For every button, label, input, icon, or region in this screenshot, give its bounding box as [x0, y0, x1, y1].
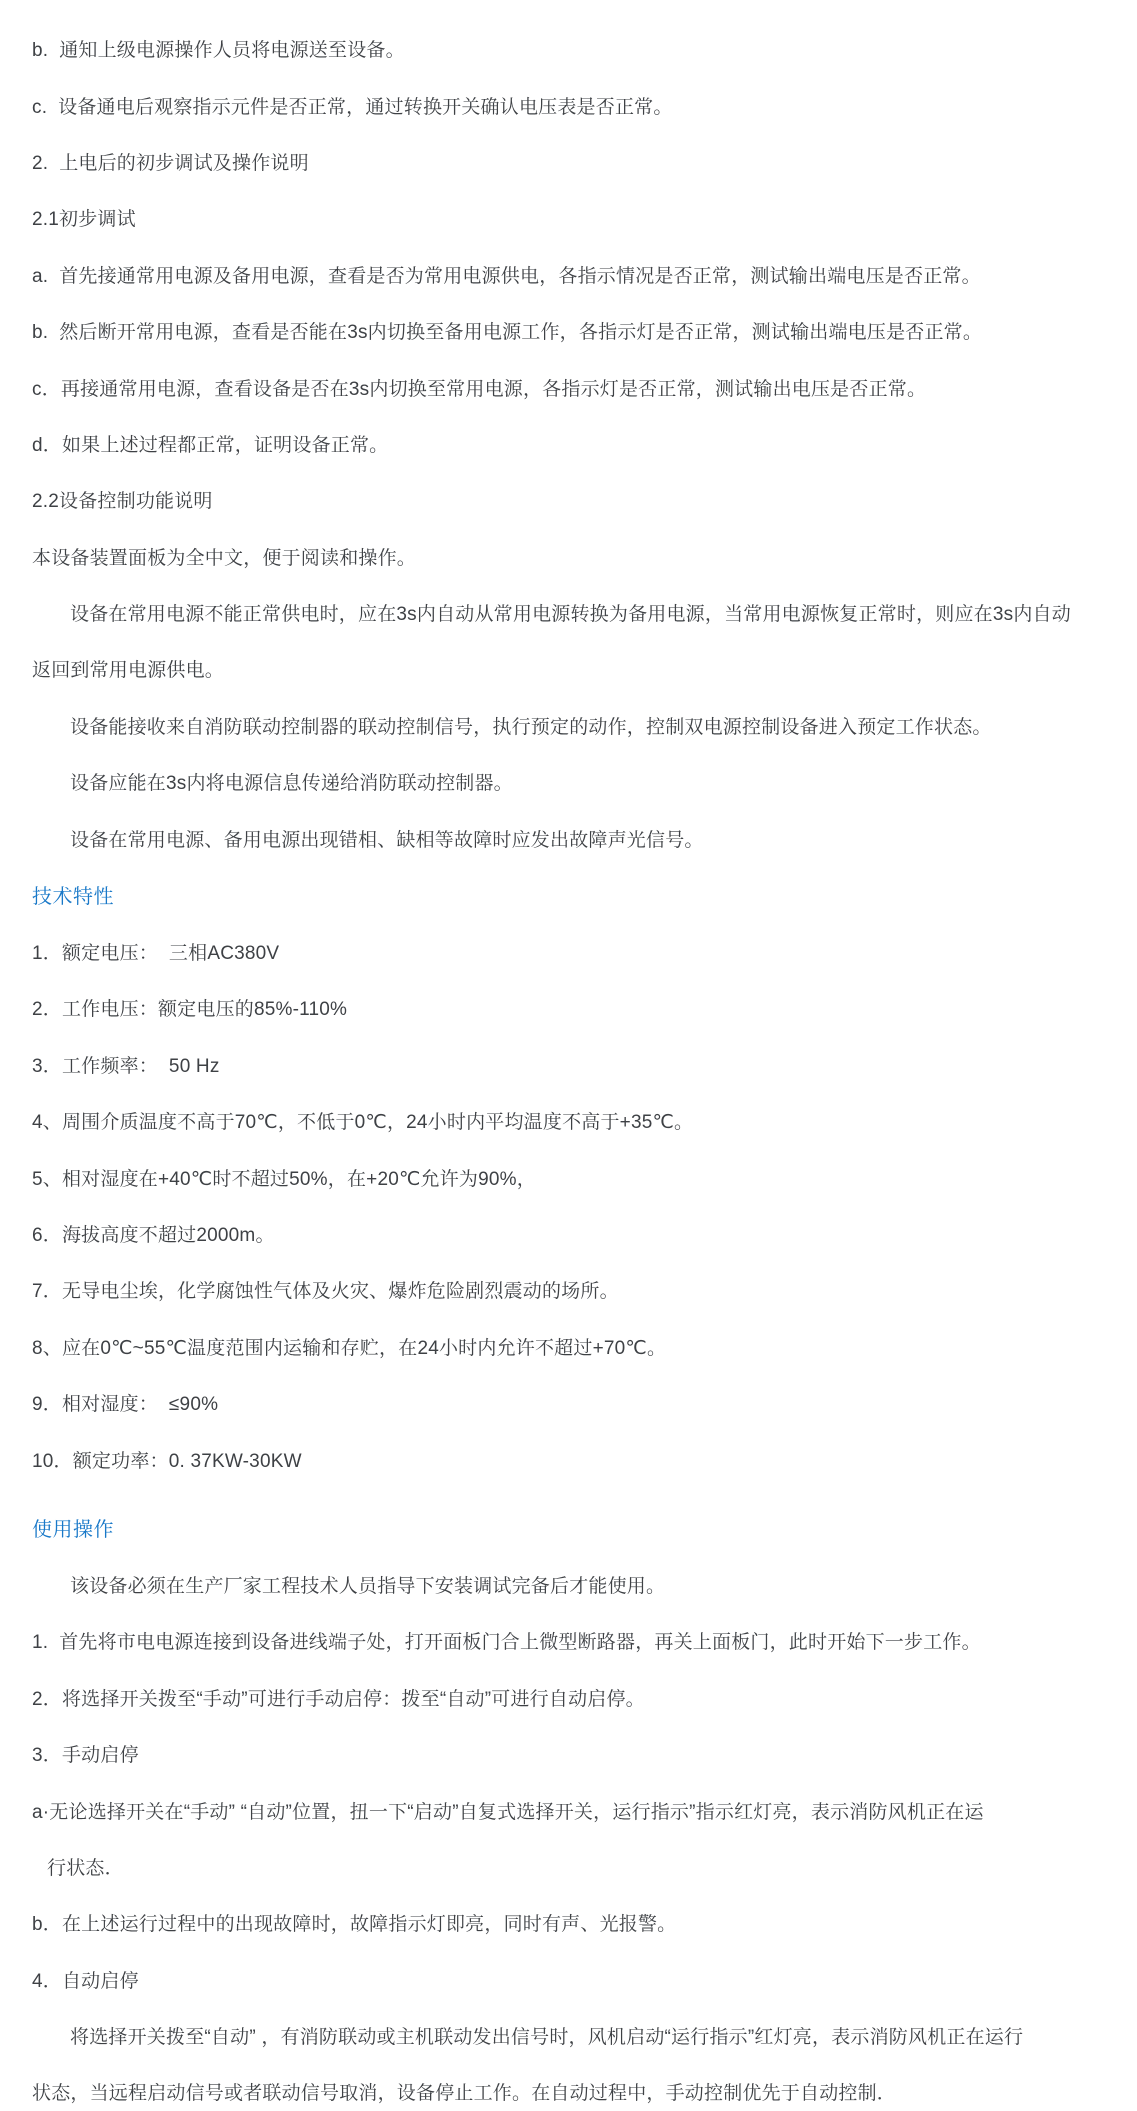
text-line: 4、周围介质温度不高于70℃，不低于0℃，24小时内平均温度不高于+35℃。	[32, 1112, 694, 1134]
text-line: 2.1初步调试	[32, 209, 136, 231]
text-line: a·无论选择开关在“手动” “自动”位置，扭一下“启动”自复式选择开关，运行指示”指示红灯亮，表示消防风机正在运	[32, 1801, 984, 1823]
text-line: 1. 首先将市电电源连接到设备进线端子处，打开面板门合上微型断路器，再关上面板门，此时开始下一步工作。	[32, 1632, 981, 1654]
text-line: 2．工作电压：额定电压的85%-110%	[32, 999, 348, 1021]
text-line: 设备在常用电源、备用电源出现错相、缺相等故障时应发出故障声光信号。	[70, 829, 704, 851]
text-line: b. 然后断开常用电源，查看是否能在3s内切换至备用电源工作，各指示灯是否正常，测试输出端电压是否正常。	[32, 322, 983, 344]
text-line: 5、相对湿度在+40℃时不超过50%，在+20℃允许为90%，	[32, 1168, 536, 1190]
text-line: d．如果上述过程都正常，证明设备正常。	[32, 434, 389, 456]
text-line: 设备应能在3s内将电源信息传递给消防联动控制器。	[70, 773, 513, 795]
text-line: 8、应在0℃~55℃温度范围内运输和存贮，在24小时内允许不超过+70℃。	[32, 1337, 667, 1359]
text-line: 9．相对湿度： ≤90%	[32, 1394, 219, 1416]
technical-features-section	[32, 933, 1111, 1478]
text-line: a. 首先接通常用电源及备用电源，查看是否为常用电源供电，各指示情况是否正常，测试输出端电压是否正常。	[32, 265, 981, 287]
text-line: 2. 上电后的初步调试及操作说明	[32, 152, 309, 174]
text-line: 2.2设备控制功能说明	[32, 491, 213, 513]
section-heading-usage-operation: 使用操作	[32, 1519, 114, 1542]
text-line: 设备在常用电源不能正常供电时，应在3s内自动从常用电源转换为备用电源，当常用电源恢复正常时，则应在3s内自动	[70, 604, 1071, 626]
text-line: 6．海拔高度不超过2000m。	[32, 1225, 275, 1246]
text-line: 3．手动启停	[32, 1745, 139, 1767]
text-line: c．再接通常用电源，查看设备是否在3s内切换至常用电源，各指示灯是否正常，测试输出电压是否正常。	[32, 378, 927, 400]
text-line: 状态，当远程启动信号或者联动信号取消，设备停止工作。在自动过程中，手动控制优先于自动控制．	[32, 2083, 897, 2105]
text-line: 10．额定功率：0. 37KW-30KW	[32, 1450, 302, 1472]
text-line: 1．额定电压： 三相AC380V	[32, 943, 280, 965]
text-line: b. 通知上级电源操作人员将电源送至设备。	[32, 40, 405, 62]
intro-section	[32, 30, 1111, 857]
text-line: 设备能接收来自消防联动控制器的联动控制信号，执行预定的动作，控制双电源控制设备进入预定工作状态。	[70, 716, 992, 738]
section-heading-technical-features: 技术特性	[32, 886, 114, 909]
text-line: 本设备装置面板为全中文，便于阅读和操作。	[32, 547, 417, 569]
text-line: 2．将选择开关拨至“手动”可进行手动启停：拨至“自动”可进行自动启停。	[32, 1688, 645, 1710]
text-line: 7．无导电尘埃，化学腐蚀性气体及火灾、爆炸危险剧烈震动的场所。	[32, 1281, 619, 1303]
text-line: 4．自动启停	[32, 1970, 139, 1992]
text-line: 行状态．	[47, 1857, 124, 1879]
text-line: 3．工作频率： 50 Hz	[32, 1055, 220, 1077]
usage-operation-section	[32, 1566, 1111, 2111]
text-line: 将选择开关拨至“自动” ，有消防联动或主机联动发出信号时，风机启动“运行指示”红灯亮，表示消防风机正在运行	[70, 2027, 1024, 2049]
text-line: b．在上述运行过程中的出现故障时，故障指示灯即亮，同时有声、光报警。	[32, 1914, 677, 1936]
text-line: c. 设备通电后观察指示元件是否正常，通过转换开关确认电压表是否正常。	[32, 96, 673, 118]
text-line: 该设备必须在生产厂家工程技术人员指导下安装调试完备后才能使用。	[70, 1575, 666, 1597]
text-line: 返回到常用电源供电。	[32, 660, 225, 682]
